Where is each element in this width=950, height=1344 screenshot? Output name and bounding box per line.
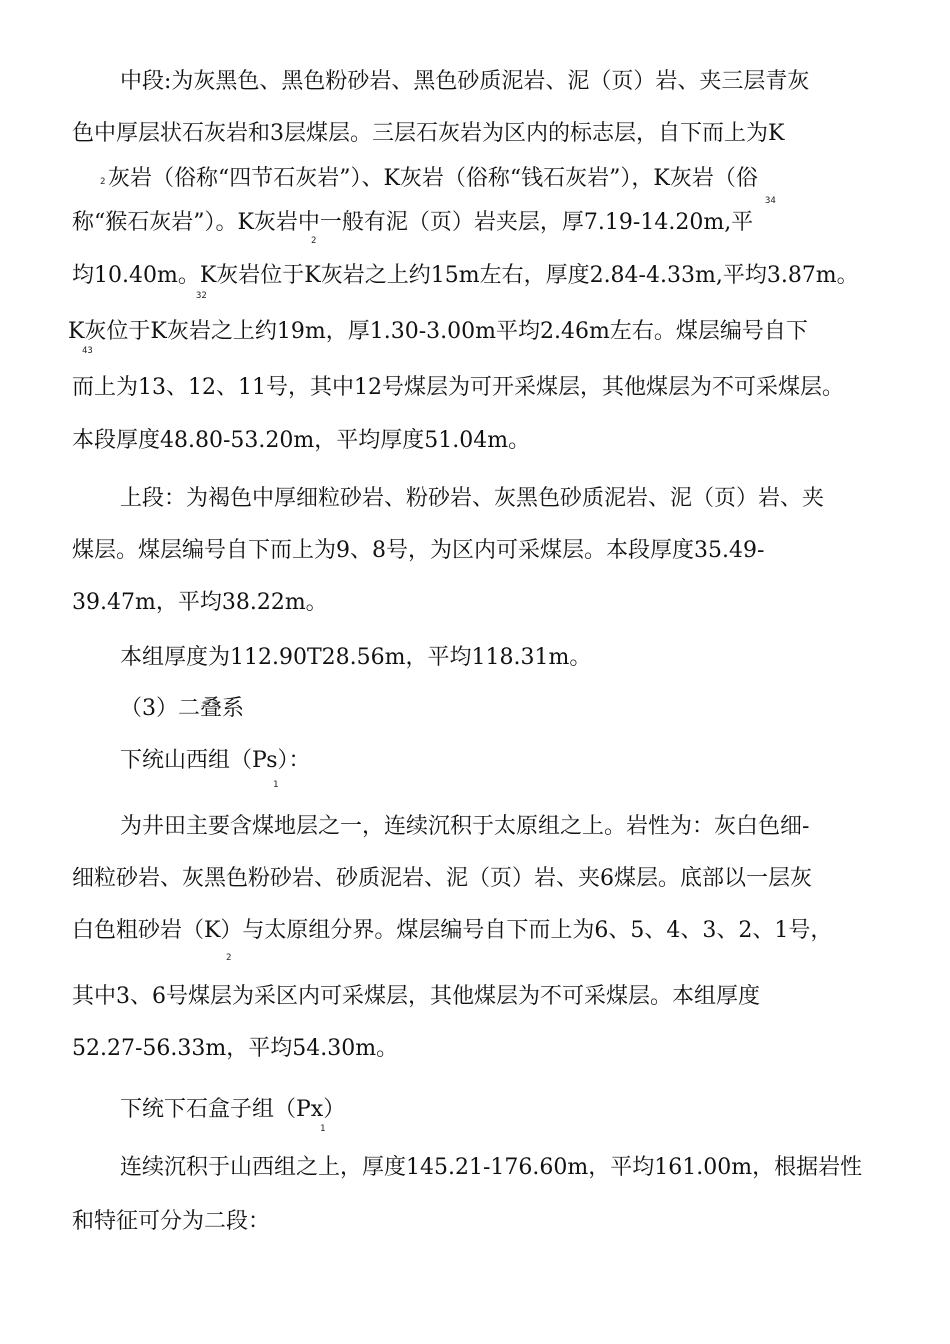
paragraph-line: 灰岩（俗称“四节石灰岩”）、K灰岩（俗称“钱石灰岩”），K灰岩（俗 (108, 166, 758, 191)
paragraph-line: 上段：为褐色中厚细粒砂岩、粉砂岩、灰黑色砂质泥岩、泥（页）岩、夹 (120, 486, 825, 511)
paragraph-line: 白色粗砂岩（K）与太原组分界。煤层编号自下而上为6、5、4、3、2、1号， (72, 918, 833, 943)
paragraph-line: 均10.40m。K灰岩位于K灰岩之上约15m左右，厚度2.84-4.33m,平均3.87m。 (72, 263, 859, 288)
paragraph-line: 细粒砂岩、灰黑色粉砂岩、砂质泥岩、泥（页）岩、夹6煤层。底部以一层灰 (72, 866, 812, 891)
section-heading: （3）二叠系 (120, 696, 244, 721)
paragraph-line: 色中厚层状石灰岩和3层煤层。三层石灰岩为区内的标志层，自下而上为K (72, 121, 785, 146)
paragraph-line: 连续沉积于山西组之上，厚度145.21-176.60m，平均161.00m，根据岩性 (120, 1155, 863, 1180)
paragraph-line: 本段厚度48.80-53.20m，平均厚度51.04m。 (72, 428, 531, 453)
paragraph-line: 39.47m，平均38.22m。 (72, 590, 328, 615)
paragraph-line: K灰位于K灰岩之上约19m，厚1.30-3.00m平均2.46m左右。煤层编号自下 (68, 319, 808, 344)
subscript: 1 (320, 1124, 326, 1134)
paragraph-line: 煤层。煤层编号自下而上为9、8号，为区内可采煤层。本段厚度35.49- (72, 538, 765, 563)
subscript: 1 (273, 780, 279, 790)
subscript: 2 (226, 953, 232, 963)
paragraph-line: 而上为13、12、11号，其中12号煤层为可开采煤层，其他煤层为不可采煤层。 (72, 375, 844, 400)
subsection-heading: 下统山西组（Ps）： (120, 748, 311, 773)
paragraph-line: 52.27-56.33m，平均54.30m。 (72, 1036, 399, 1061)
subscript: 43 (82, 346, 93, 356)
paragraph-line: 为井田主要含煤地层之一，连续沉积于太原组之上。岩性为：灰白色细- (120, 814, 810, 839)
paragraph-line: 其中3、6号煤层为采区内可采煤层，其他煤层为不可采煤层。本组厚度 (72, 984, 760, 1009)
subsection-heading: 下统下石盒子组（Px） (120, 1097, 346, 1122)
paragraph-line: 和特征可分为二段： (72, 1209, 271, 1234)
paragraph-line: 本组厚度为112.90T28.56m，平均118.31m。 (120, 645, 592, 670)
paragraph-line: 中段:为灰黑色、黑色粉砂岩、黑色砂质泥岩、泥（页）岩、夹三层青灰 (120, 69, 810, 94)
subscript: 2 (100, 177, 106, 187)
subscript: 34 (765, 196, 776, 206)
paragraph-line: 称“猴石灰岩”）。K灰岩中一般有泥（页）岩夹层，厚7.19-14.20m,平 (72, 210, 754, 235)
subscript: 32 (196, 291, 207, 301)
subscript: 2 (311, 236, 317, 246)
